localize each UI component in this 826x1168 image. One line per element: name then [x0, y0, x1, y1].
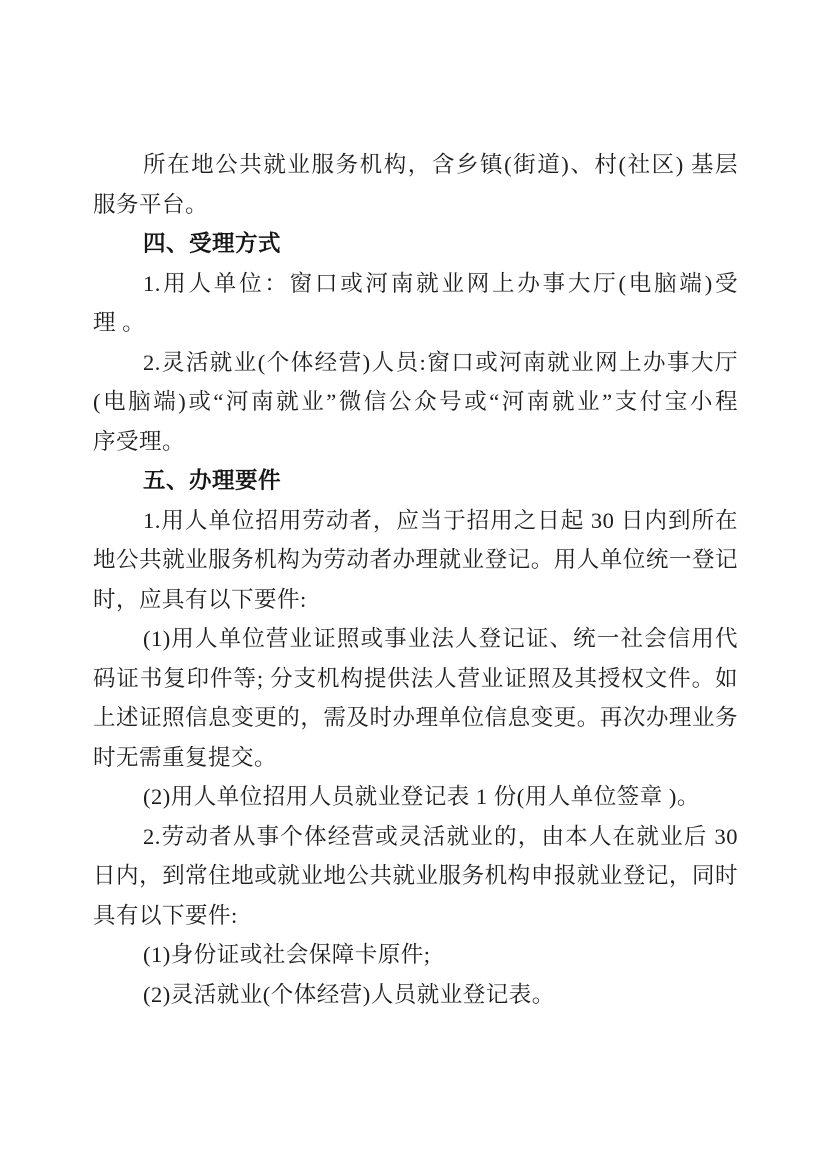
text-line: 上述证照信息变更的，需及时办理单位信息变更。再次办理业务	[93, 705, 738, 730]
text-line: (2)灵活就业(个体经营)人员就业登记表。	[143, 981, 555, 1007]
document-body	[93, 145, 738, 1014]
text-line: (1)身份证或社会保障卡原件;	[143, 942, 431, 967]
section-heading-acceptance-method: 四、受理方式	[143, 231, 282, 256]
text-line: 理 。	[93, 310, 146, 335]
text-line: 时无需重复提交。	[93, 744, 278, 770]
text-line: 码证书复印件等; 分支机构提供法人营业证照及其授权文件。如	[93, 665, 738, 691]
text-line: 2.劳动者从事个体经营或灵活就业的，由本人在就业后 30	[143, 823, 738, 849]
text-line: 地公共就业服务机构为劳动者办理就业登记。用人单位统一登记	[93, 547, 738, 572]
text-line: 2.灵活就业(个体经营)人员:窗口或河南就业网上办事大厅	[143, 349, 738, 375]
text-line: (2)用人单位招用人员就业登记表 1 份(用人单位签章 )。	[143, 784, 700, 809]
text-line: 服务平台。	[93, 191, 209, 217]
text-line: 所在地公共就业服务机构，含乡镇(街道)、村(社区) 基层	[143, 152, 738, 177]
text-line: 1.用人单位：窗口或河南就业网上办事大厅(电脑端)受	[143, 270, 738, 296]
text-line: 具有以下要件:	[93, 902, 238, 928]
text-line: 1.用人单位招用劳动者，应当于招用之日起 30 日内到所在	[143, 507, 738, 533]
text-line: 时，应具有以下要件:	[93, 586, 307, 612]
text-line: (1)用人单位营业证照或事业法人登记证、统一社会信用代	[143, 626, 738, 651]
text-line: 序受理。	[93, 428, 186, 454]
section-heading-handling-requirements: 五、办理要件	[143, 468, 282, 493]
text-line: 日内，到常住地或就业地公共就业服务机构申报就业登记，同时	[93, 863, 738, 888]
text-line: (电脑端)或“河南就业”微信公众号或“河南就业”支付宝小程	[93, 389, 738, 414]
